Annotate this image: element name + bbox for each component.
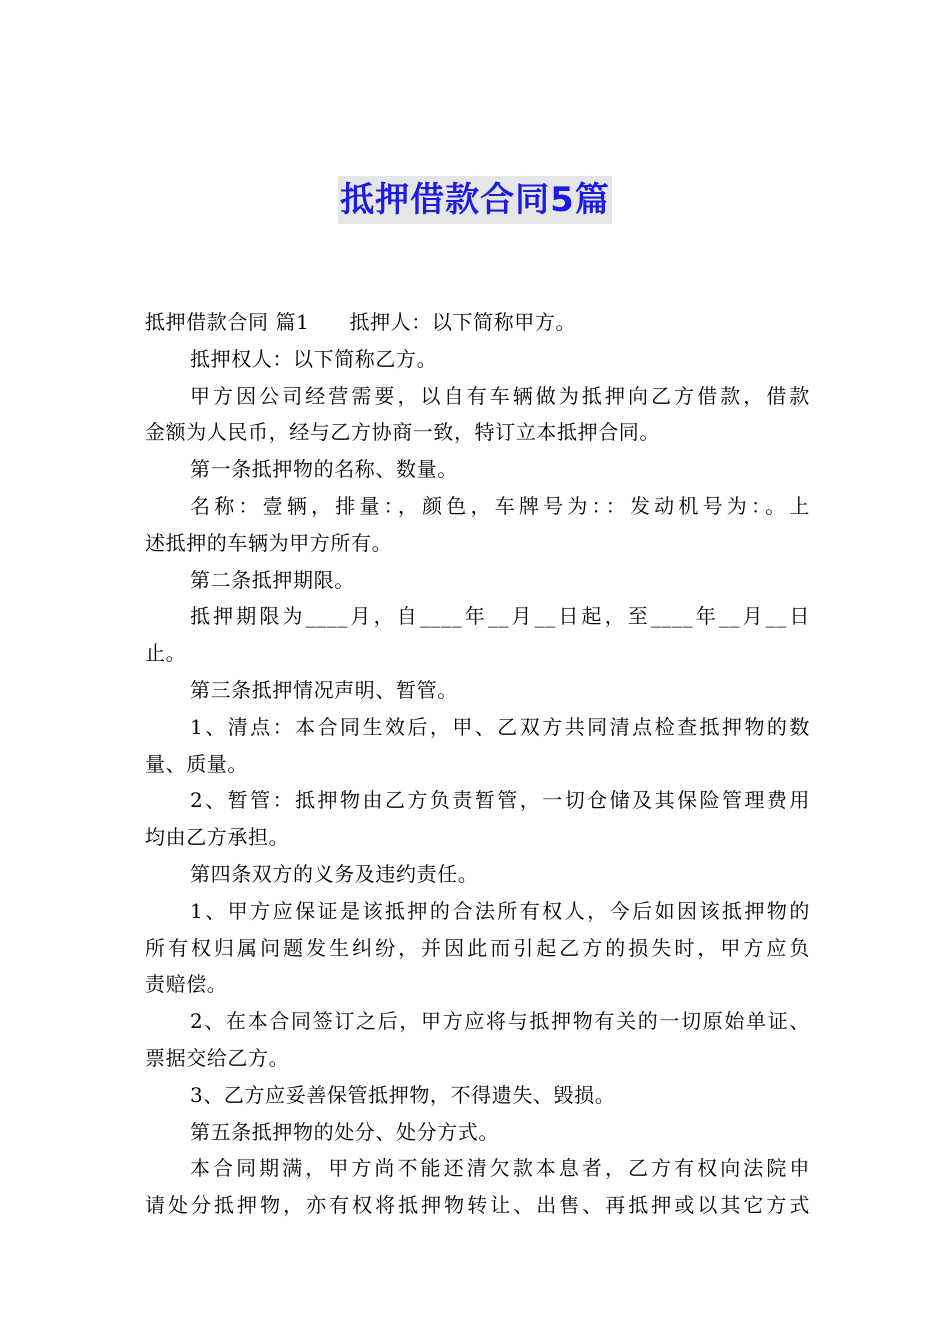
document-title-wrap [0, 176, 950, 224]
paragraph-line: 第三条抵押情况声明、暂管。 [190, 677, 458, 702]
paragraph-line: 2、在本合同签订之后，甲方应将与抵押物有关的一切原始单证、 [190, 1009, 810, 1034]
paragraph-text: 抵押人：以下简称甲方。 [349, 310, 577, 334]
paragraph-line: 请处分抵押物，亦有权将抵押物转让、出售、再抵押或以其它方式 [145, 1193, 810, 1218]
paragraph-line: 1、甲方应保证是该抵押的合法所有权人，今后如因该抵押物的 [190, 898, 810, 923]
paragraph-line: 3、乙方应妥善保管抵押物，不得遗失、毁损。 [190, 1082, 616, 1107]
section-heading: 抵押借款合同 篇1 [145, 310, 310, 334]
document-title: 抵押借款合同5篇 [338, 176, 612, 224]
paragraph-line: 甲方因公司经营需要，以自有车辆做为抵押向乙方借款，借款 [190, 383, 810, 408]
paragraph-line: 名称：壹辆，排量：，颜色，车牌号为：：发动机号为：。上 [190, 493, 810, 518]
paragraph-line: 述抵押的车辆为甲方所有。 [145, 530, 393, 555]
paragraph-line: 本合同期满，甲方尚不能还清欠款本息者，乙方有权向法院申 [190, 1156, 810, 1181]
paragraph-line: 金额为人民币，经与乙方协商一致，特订立本抵押合同。 [145, 420, 660, 445]
paragraph-line: 第四条双方的义务及违约责任。 [190, 861, 479, 886]
paragraph-line: 2、暂管：抵押物由乙方负责暂管，一切仓储及其保险管理费用 [190, 788, 810, 813]
paragraph-line: 1、清点：本合同生效后，甲、乙双方共同清点检查抵押物的数 [190, 714, 810, 739]
paragraph-line: 均由乙方承担。 [145, 825, 290, 850]
paragraph-line: 第一条抵押物的名称、数量。 [190, 457, 458, 482]
document-body [145, 304, 810, 1224]
paragraph-line: 责赔偿。 [145, 972, 228, 997]
paragraph-line [145, 304, 810, 341]
paragraph-line: 所有权归属问题发生纠纷，并因此而引起乙方的损失时，甲方应负 [145, 935, 810, 960]
paragraph-line: 第二条抵押期限。 [190, 567, 355, 592]
paragraph-line: 第五条抵押物的处分、处分方式。 [190, 1119, 499, 1144]
paragraph-line: 量、质量。 [145, 751, 248, 776]
paragraph-line: 票据交给乙方。 [145, 1045, 290, 1070]
paragraph-line: 止。 [145, 641, 187, 666]
paragraph-line: 抵押权人：以下简称乙方。 [190, 346, 438, 371]
paragraph-line: 抵押期限为____月，自____年__月__日起，至____年__月__日 [190, 604, 810, 629]
